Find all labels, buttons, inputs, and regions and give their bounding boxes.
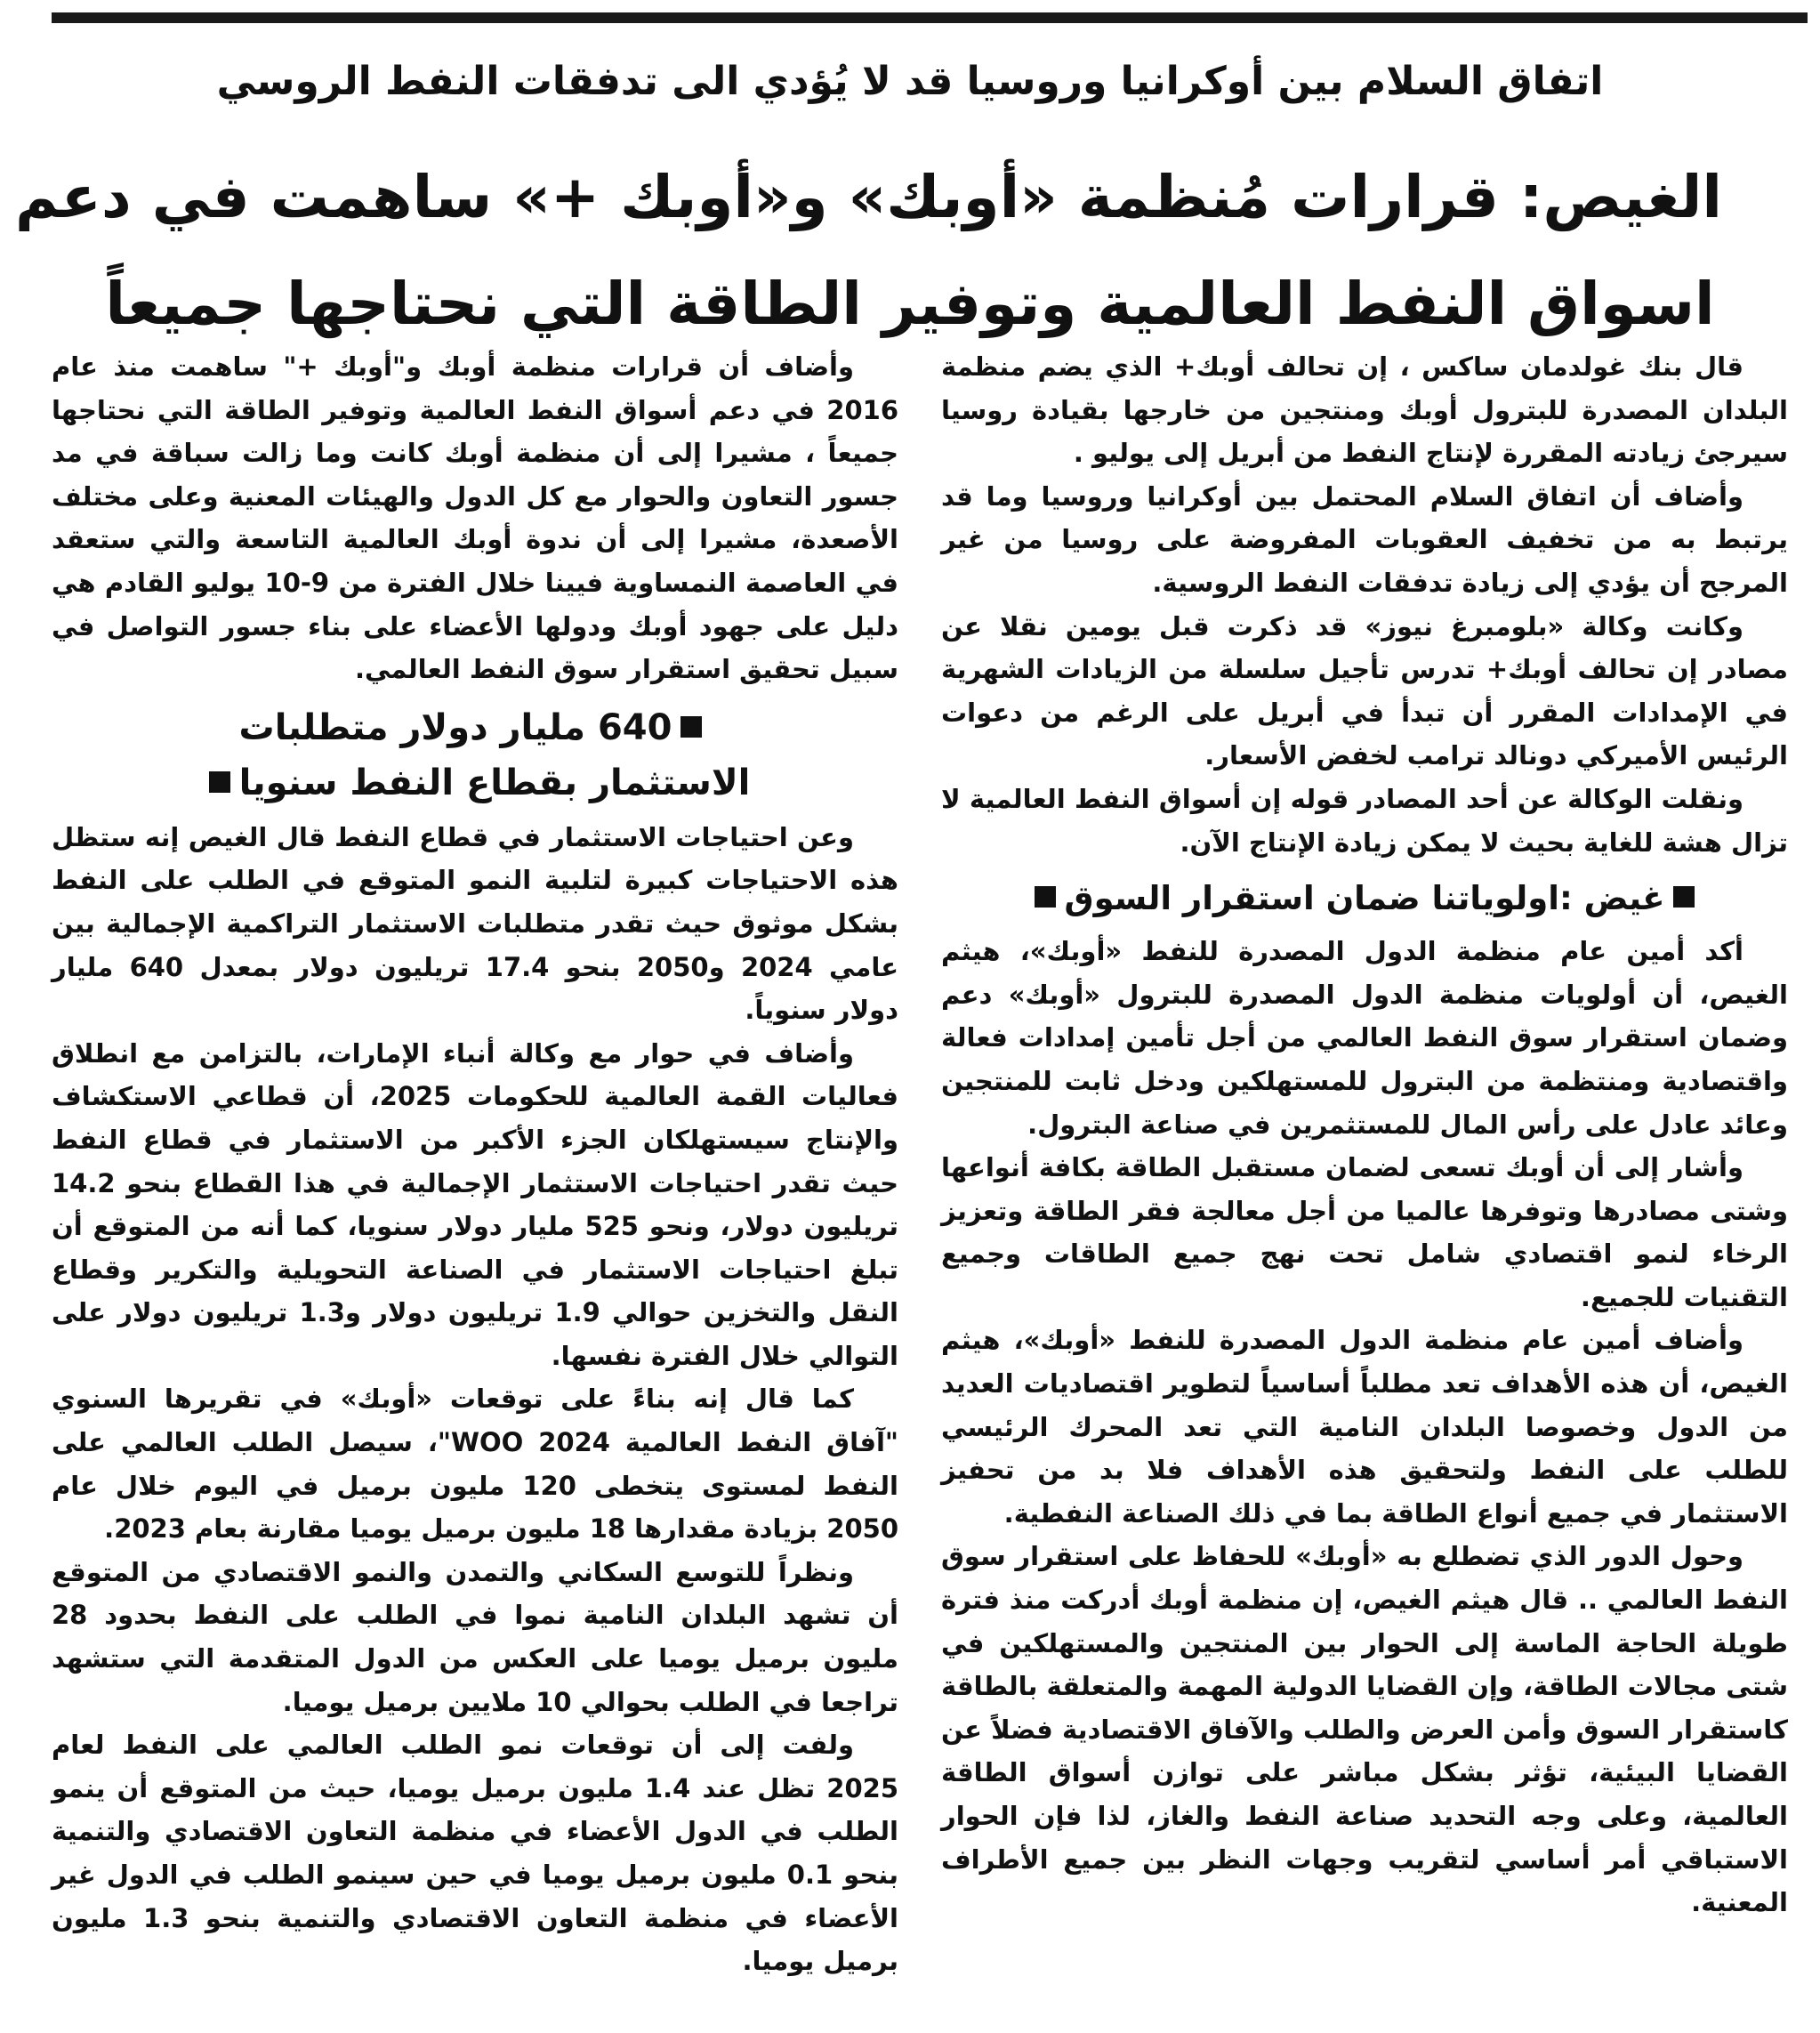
subheading	[941, 873, 1788, 924]
square-bullet-icon	[680, 716, 702, 738]
paragraph: وأضاف في حوار مع وكالة أنباء الإمارات، بالتزامن مع انطلاق فعاليات القمة العالمية للحكومات 2025، أن قطاعي الاستكشاف والإنتاج سيستهلكان الجزء الأكبر من الاستثمار في قطاع النفط حيث تقدر احتياجات الاستثمار الإجمالية في هذا القطاع بنحو 14.2 تريليون دولار، ونحو 525 مليار دولار سنويا، كما أنه من المتوقع أن تبلغ احتياجات الاستثمار في الصناعة التحويلية والتكرير وقطاع النقل والتخزين حوالي 1.9 تريليون دولار و1.3 تريليون دولار على التوالي خلال الفترة نفسها.	[52, 1037, 899, 1371]
paragraph: وعن احتياجات الاستثمار في قطاع النفط قال الغيص إنه ستظل هذه الاحتياجات كبيرة لتلبية النمو المتوقع في الطلب على النفط بشكل موثوق حيث تقدر متطلبات الاستثمار التراكمية الإجمالية بين عامي 2024 و2050 بنحو 17.4 تريليون دولار بمعدل 640 مليار دولار سنوياً.	[52, 821, 899, 1026]
main-headline	[15, 144, 1722, 358]
headline-line-1: الغيص: قرارات مُنظمة «أوبك» و«أوبك +» ساهمت في دعم	[15, 163, 1722, 231]
top-rule	[52, 12, 1808, 23]
subheading-text-line-2: الاستثمار بقطاع النفط سنويا	[238, 762, 751, 803]
paragraph: ولفت إلى أن توقعات نمو الطلب العالمي على النفط لعام 2025 تظل عند 1.4 مليون برميل يوميا، حيث من المتوقع أن ينمو الطلب في الدول الأعضاء في منظمة التعاون الاقتصادي والتنمية بنحو 0.1 مليون برميل يوميا في حين سينمو الطلب في الدول غير الأعضاء في منظمة التعاون الاقتصادي والتنمية بنحو 1.3 مليون برميل يوميا.	[52, 1730, 898, 1977]
subheading-text: غيض :اولوياتنا ضمان استقرار السوق	[1064, 879, 1665, 918]
paragraph: ونقلت الوكالة عن أحد المصادر قوله إن أسواق النفط العالمية لا تزال هشة للغاية بحيث لا يمكن زيادة الإنتاج الآن.	[941, 783, 1788, 858]
square-bullet-icon	[1035, 886, 1056, 908]
paragraph: وأضاف أن قرارات منظمة أوبك و"أوبك +" ساهمت منذ عام 2016 في دعم أسواق النفط العالمية وتوفير الطاقة التي نحتاجها جميعاً ، مشيرا إلى أن منظمة أوبك كانت وما زالت سباقة في مد جسور التعاون والحوار مع كل الدول والهيئات المعنية وعلى مختلف الأصعدة، مشيرا إلى أن ندوة أوبك العالمية التاسعة والتي ستعقد في العاصمة النمساوية فيينا خلال الفترة من 9-10 يوليو القادم هي دليل على جهود أوبك ودولها الأعضاء على بناء جسور التواصل في سبيل تحقيق استقرار سوق النفط العالمي.	[52, 351, 898, 685]
paragraph: وحول الدور الذي تضطلع به «أوبك» للحفاظ على استقرار سوق النفط العالمي .. قال هيثم الغيص، إن منظمة أوبك أدركت منذ فترة طويلة الحاجة الماسة إلى الحوار بين المنتجين والمستهلكين في شتى مجالات الطاقة، وإن القضايا الدولية المهمة والمتعلقة بالطاقة كاستقرار السوق وأمن العرض والطلب والآفاق الاقتصادية فضلاً عن القضايا البيئية، تؤثر بشكل مباشر على توازن أسواق الطاقة العالمية، وعلى وجه التحديد صناعة النفط والغاز، لذا فإن الحوار الاستباقي أمر أساسي لتقريب وجهات النظر بين جميع الأطراف المعنية.	[941, 1541, 1788, 1918]
paragraph: أكد أمين عام منظمة الدول المصدرة للنفط «أوبك»، هيثم الغيص، أن أولويات منظمة الدول المصدرة للبترول «أوبك» دعم وضمان استقرار سوق النفط العالمي من أجل تأمين إمدادات فعالة واقتصادية ومنتظمة من البترول للمستهلكين ودخل ثابت للمنتجين وعائد عادل على رأس المال للمستثمرين في صناعة البترول.	[941, 936, 1788, 1140]
left-column	[52, 345, 898, 1983]
paragraph: ونظراً للتوسع السكاني والتمدن والنمو الاقتصادي من المتوقع أن تشهد البلدان النامية نموا في الطلب على النفط بحدود 28 مليون برميل يوميا على العكس من الدول المتقدمة التي ستشهد تراجعا في الطلب بحوالي 10 ملايين برميل يوميا.	[52, 1556, 898, 1717]
paragraph: كما قال إنه بناءً على توقعات «أوبك» في تقريرها السنوي "آفاق النفط العالمية WOO 2024"، سيصل الطلب العالمي على النفط لمستوى يتخطى 120 مليون برميل في اليوم خلال عام 2050 بزيادة مقدارها 18 مليون برميل يوميا مقارنة بعام 2023.	[52, 1384, 898, 1545]
right-column	[941, 345, 1788, 1924]
paragraph: وأشار إلى أن أوبك تسعى لضمان مستقبل الطاقة بكافة أنواعها وشتى مصادرها وتوفرها عالميا من أجل معالجة فقر الطاقة وتعزيز الرخاء لنمو اقتصادي شامل تحت نهج جميع الطاقات وجميع التقنيات للجميع.	[941, 1152, 1788, 1312]
square-bullet-icon	[209, 771, 230, 793]
kicker-headline: اتفاق السلام بين أوكرانيا وروسيا قد لا يُؤدي الى تدفقات النفط الروسي	[216, 59, 1604, 104]
paragraph: قال بنك غولدمان ساكس ، إن تحالف أوبك+ الذي يضم منظمة البلدان المصدرة للبترول أوبك ومنتجين من خارجها بقيادة روسيا سيرجئ زيادته المقررة لإنتاج النفط من أبريل إلى يوليو .	[941, 351, 1788, 469]
paragraph: وأضاف أن اتفاق السلام المحتمل بين أوكرانيا وروسيا وما قد يرتبط به من تخفيف العقوبات المفروضة على روسيا من غير المرجح أن يؤدي إلى زيادة تدفقات النفط الروسية.	[941, 480, 1788, 598]
subheading	[52, 700, 898, 811]
square-bullet-icon	[1673, 886, 1695, 908]
paragraph: وأضاف أمين عام منظمة الدول المصدرة للنفط «أوبك»، هيثم الغيص، أن هذه الأهداف تعد مطلباً أساسياً لتطوير اقتصاديات العديد من الدول وخصوصا البلدان النامية التي تعد المحرك الرئيسي للطلب على النفط ولتحقيق هذه الأهداف فلا بد من تحفيز الاستثمار في جميع أنواع الطاقة بما في ذلك الصناعة النفطية.	[941, 1325, 1788, 1529]
subheading-text-line-1: 640 مليار دولار متطلبات	[238, 706, 672, 748]
headline-line-2: اسواق النفط العالمية وتوفير الطاقة التي نحتاجها جميعاً	[105, 270, 1715, 338]
paragraph: وكانت وكالة «بلومبرغ نيوز» قد ذكرت قبل يومين نقلا عن مصادر إن تحالف أوبك+ تدرس تأجيل سلسلة من الزيادات الشهرية في الإمدادات المقرر أن تبدأ في أبريل على الرغم من دعوات الرئيس الأميركي دونالد ترامب لخفض الأسعار.	[941, 610, 1788, 771]
